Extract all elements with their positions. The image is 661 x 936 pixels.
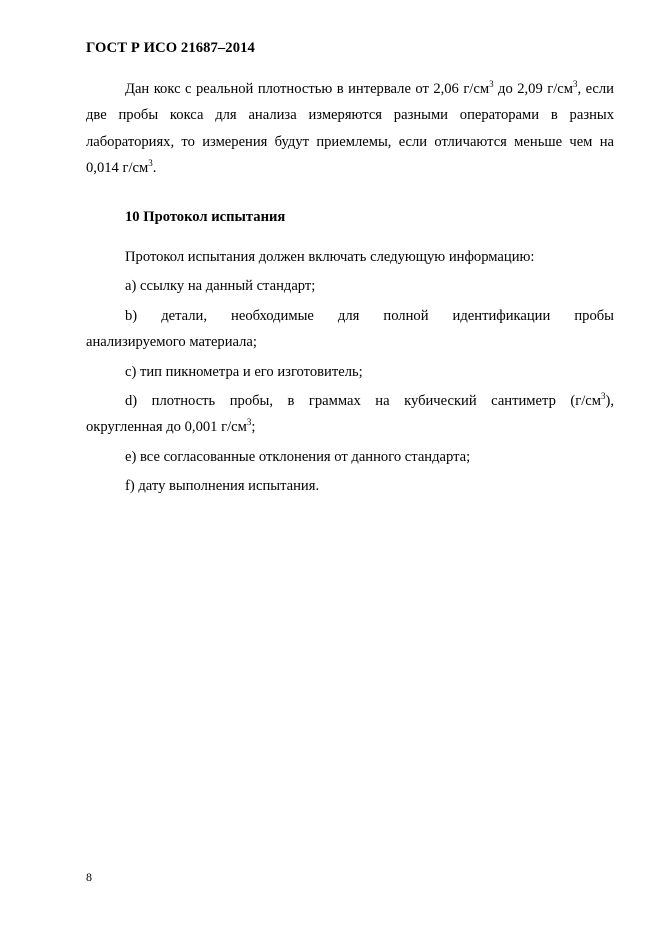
list-item-d-text-d: ; (251, 419, 256, 436)
list-item-c: c) тип пикнометра и его изготовитель; (125, 363, 363, 380)
list-item-d-text-b: ), (605, 393, 614, 410)
list-item-d-line2 (86, 414, 614, 440)
precision-text-a: Дан кокс с реальной плотностью в интервале от 2,06 г/см (125, 81, 490, 97)
list-item-b-line1: b) детали, необходимые для полной идентификации пробы (125, 307, 614, 324)
list-item-d-text-a: d) плотность пробы, в граммах на кубический сантиметр (г/см (125, 393, 601, 410)
list-item-d-text-c: округленная до 0,001 г/см (86, 419, 247, 436)
section-intro: Протокол испытания должен включать следующую информацию: (125, 249, 535, 266)
precision-text-b: до 2,09 г/см (493, 81, 573, 97)
superscript: 3 (148, 158, 153, 169)
superscript: 3 (600, 391, 606, 402)
superscript: 3 (489, 79, 494, 89)
list-item-d-line1 (86, 388, 614, 414)
precision-paragraph (86, 76, 614, 182)
list-item-d (86, 388, 614, 441)
page-number: 8 (86, 870, 92, 884)
section-heading: 10 Протокол испытания (125, 208, 286, 225)
superscript: 3 (572, 79, 578, 89)
superscript: 3 (246, 417, 252, 428)
document-code-header: ГОСТ Р ИСО 21687–2014 (86, 40, 255, 56)
precision-text-c: , если две пробы кокса для анализа измеряются разными операторами в разных лабораториях, то измерения будут приемлемы, если отличаются меньше чем на 0,014 г/см (86, 81, 614, 177)
list-item-b (86, 303, 614, 356)
precision-text-d: . (152, 160, 157, 177)
list-item-f: f) дату выполнения испытания. (125, 478, 320, 495)
document-body (86, 76, 614, 500)
list-item-a: a) ссылку на данный стандарт; (125, 278, 316, 295)
list-item-e: e) все согласованные отклонения от данного стандарта; (125, 448, 471, 465)
list-item-b-line2: анализируемого материала; (86, 334, 257, 351)
